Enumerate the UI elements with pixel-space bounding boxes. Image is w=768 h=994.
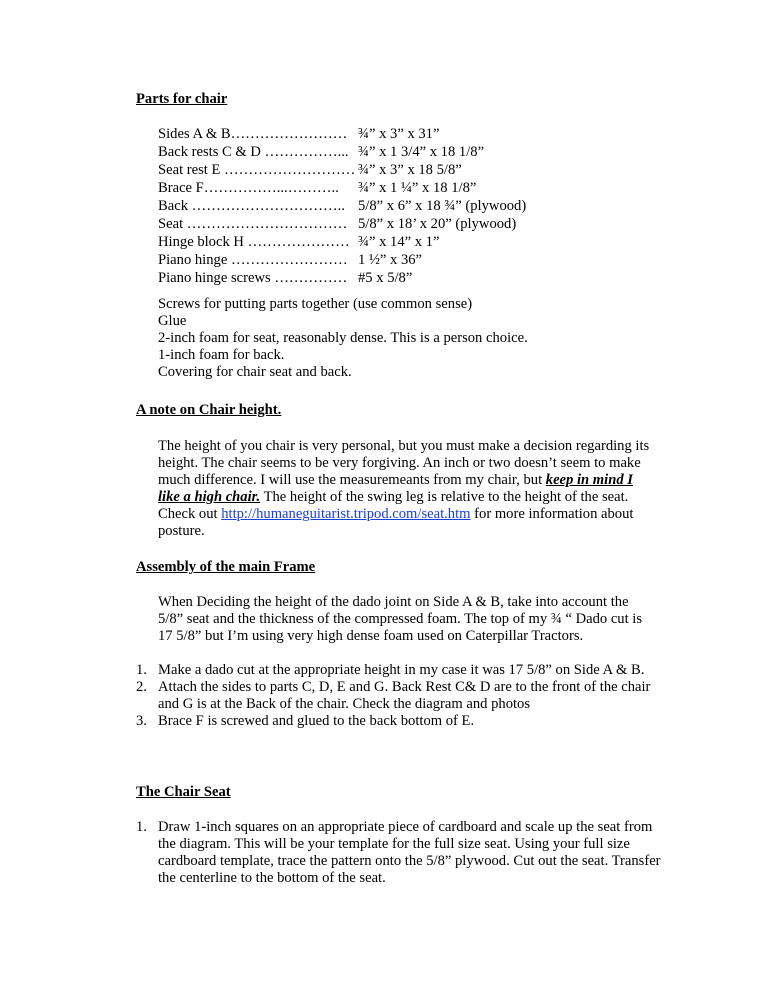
list-item: [136, 679, 666, 713]
list-item: [136, 819, 666, 887]
part-name: Seat ……………………………: [158, 216, 348, 232]
part-dimensions: 5/8” x 18’ x 20” (plywood): [358, 216, 517, 232]
assembly-heading: Assembly of the main Frame: [136, 559, 316, 575]
parts-list: [158, 126, 526, 288]
part-dimensions: #5 x 5/8”: [358, 270, 413, 286]
part-dimensions: ¾” x 1 ¼” x 18 1/8”: [358, 180, 477, 196]
supplies-list: [158, 296, 658, 381]
step-text: Draw 1-inch squares on an appropriate piece of cardboard and scale up the seat from the diagram. This will be your template for the full size seat. Using your full size cardboard template, trace the pattern onto the 5/8” plywood. Cut out the seat. Transfer the centerline to the bottom of the seat.: [158, 819, 661, 886]
step-text: Attach the sides to parts C, D, E and G. Back Rest C& D are to the front of the chair and G is at the Back of the chair. Check the diagram and photos: [158, 679, 651, 712]
part-name: Brace F……………...………..: [158, 180, 339, 196]
part-dimensions: 5/8” x 6” x 18 ¾” (plywood): [358, 198, 527, 214]
part-name: Piano hinge ……………………: [158, 252, 348, 268]
seat-steps: [136, 819, 666, 887]
part-row: [158, 198, 526, 216]
step-text: Brace F is screwed and glued to the back bottom of E.: [158, 713, 475, 729]
part-name: Seat rest E ………………………: [158, 162, 356, 178]
step-number: 1.: [136, 662, 147, 678]
part-row: [158, 126, 526, 144]
part-dimensions: ¾” x 1 3/4” x 18 1/8”: [358, 144, 485, 160]
assembly-steps: [136, 662, 666, 730]
seat-heading: The Chair Seat: [136, 784, 231, 800]
list-item: [136, 662, 666, 679]
part-name: Hinge block H …………………: [158, 234, 350, 250]
note-text-3: for more information about posture.: [158, 506, 634, 539]
part-row: [158, 180, 526, 198]
assembly-intro: [158, 594, 652, 645]
part-row: [158, 252, 526, 270]
part-name: Sides A & B……………………: [158, 126, 348, 142]
part-dimensions: 1 ½” x 36”: [358, 252, 423, 268]
part-row: [158, 162, 526, 180]
part-row: [158, 270, 526, 288]
part-name: Back rests C & D ……………...: [158, 144, 349, 160]
supply-line: Glue: [158, 313, 187, 329]
part-dimensions: ¾” x 3” x 31”: [358, 126, 440, 142]
note-emphasis: keep in mind I like a high chair.: [158, 472, 633, 505]
part-name: Piano hinge screws ……………: [158, 270, 348, 286]
supply-line: 1-inch foam for back.: [158, 347, 285, 363]
supply-line: 2-inch foam for seat, reasonably dense. This is a person choice.: [158, 330, 528, 346]
step-number: 3.: [136, 713, 147, 729]
part-dimensions: ¾” x 3” x 18 5/8”: [358, 162, 462, 178]
step-number: 1.: [136, 819, 147, 835]
assembly-intro-text: When Deciding the height of the dado joint on Side A & B, take into account the 5/8” seat and the thickness of the compressed foam. The top of my ¾ “ Dado cut is 17 5/8” but I’m using very high dense foam used on Caterpillar Tractors.: [158, 594, 643, 644]
posture-link[interactable]: http://humaneguitarist.tripod.com/seat.htm: [221, 506, 471, 522]
parts-heading: Parts for chair: [136, 91, 228, 107]
part-name: Back …………………………..: [158, 198, 345, 214]
step-number: 2.: [136, 679, 147, 695]
step-text: Make a dado cut at the appropriate height in my case it was 17 5/8” on Side A & B.: [158, 662, 645, 678]
supply-line: Covering for chair seat and back.: [158, 364, 352, 380]
note-text-2: The height of the swing leg is relative to the height of the seat. Check out: [158, 489, 629, 522]
note-text: The height of you chair is very personal, but you must make a decision regarding its height. The chair seems to be very forgiving. An inch or two doesn’t seem to make much difference. I will use the measuremeants from my chair, but: [158, 438, 650, 488]
supply-line: Screws for putting parts together (use common sense): [158, 296, 473, 312]
list-item: [136, 713, 666, 730]
part-row: [158, 216, 526, 234]
part-dimensions: ¾” x 14” x 1”: [358, 234, 440, 250]
part-row: [158, 234, 526, 252]
part-row: [158, 144, 526, 162]
note-paragraph: [158, 438, 652, 540]
note-heading: A note on Chair height.: [136, 402, 282, 418]
